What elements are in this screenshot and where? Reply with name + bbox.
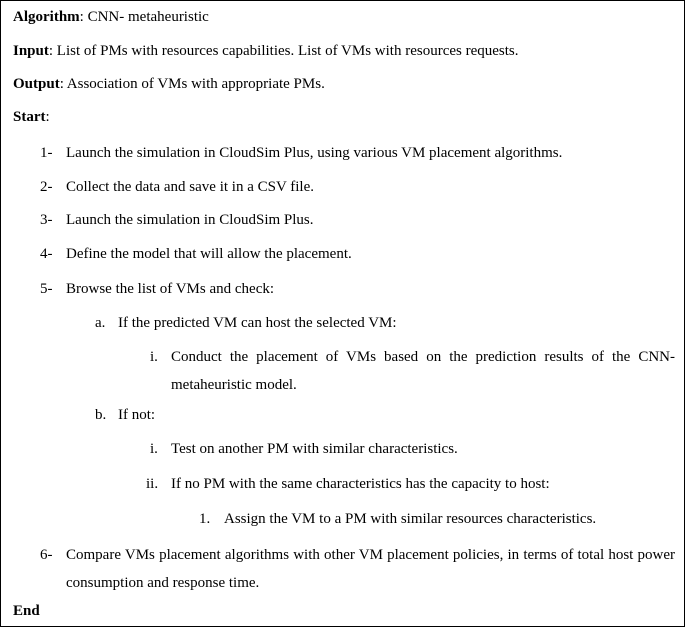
output-line (13, 75, 325, 93)
output-label: Output (13, 76, 60, 92)
step-5-number: 5- (40, 281, 53, 297)
step-3-number: 3- (40, 212, 53, 228)
input-label: Input (13, 43, 49, 59)
step-5b-i-numeral: i. (150, 441, 158, 457)
input-line (13, 42, 519, 60)
step-6-text: Compare VMs placement algorithms with other VM placement policies, in terms of total host power consumption and response time. (66, 547, 675, 591)
step-1-number: 1- (40, 145, 53, 161)
step-5a-letter: a. (95, 315, 106, 331)
step-5b-text: If not: (118, 407, 156, 423)
algorithm-label: Algorithm (13, 9, 80, 25)
end-line (13, 602, 40, 620)
step-2-number: 2- (40, 179, 53, 195)
step-2-text: Collect the data and save it in a CSV file. (66, 179, 314, 195)
step-4-text: Define the model that will allow the placement. (66, 246, 352, 262)
step-5b-letter: b. (95, 407, 107, 423)
step-5b-ii-1-text: Assign the VM to a PM with similar resources characteristics. (224, 511, 597, 527)
start-suffix: : (45, 109, 50, 125)
step-5a-text: If the predicted VM can host the selected VM: (118, 315, 397, 331)
step-5b-ii-text: If no PM with the same characteristics has the capacity to host: (171, 476, 550, 492)
end-label: End (13, 603, 40, 619)
step-5b-ii-numeral: ii. (146, 476, 159, 492)
start-label: Start (13, 109, 46, 125)
step-5a-i-numeral: i. (150, 349, 158, 365)
step-1-text: Launch the simulation in CloudSim Plus, using various VM placement algorithms. (66, 145, 563, 161)
output-value: : Association of VMs with appropriate PMs. (59, 76, 325, 92)
step-5b-ii-1-number: 1. (199, 511, 211, 527)
start-line (13, 108, 50, 126)
algorithm-value: : CNN- metaheuristic (79, 9, 209, 25)
step-4-number: 4- (40, 246, 53, 262)
step-6-number: 6- (40, 547, 53, 563)
input-value: : List of PMs with resources capabilities. List of VMs with resources requests. (48, 43, 519, 59)
algorithm-line (13, 8, 209, 26)
step-3-text: Launch the simulation in CloudSim Plus. (66, 212, 314, 228)
step-5-text: Browse the list of VMs and check: (66, 281, 275, 297)
step-5a-i-text: Conduct the placement of VMs based on the prediction results of the CNN-metaheuristic model. (171, 349, 675, 393)
step-5b-i-text: Test on another PM with similar characteristics. (171, 441, 458, 457)
